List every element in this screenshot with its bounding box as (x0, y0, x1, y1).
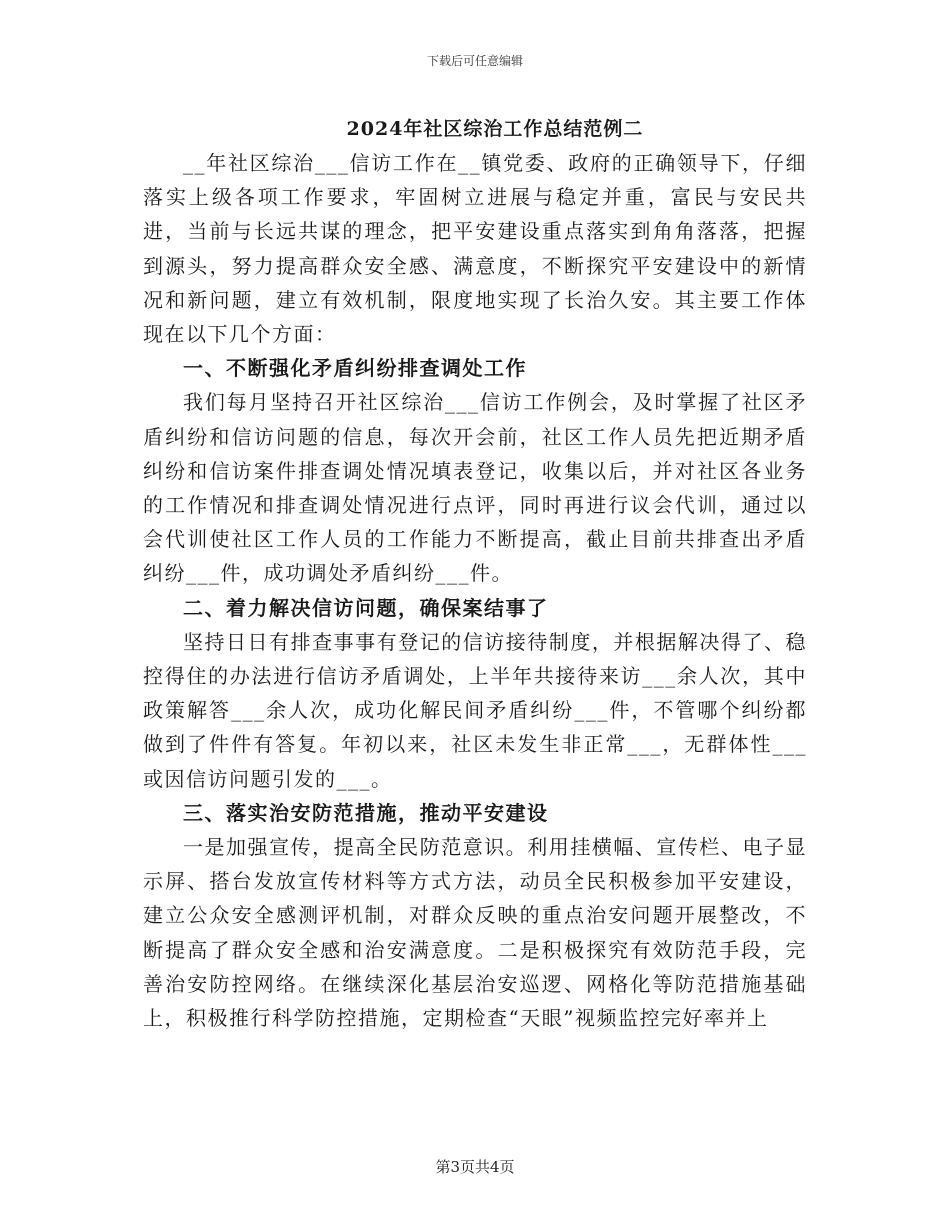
page-header: 下载后可任意编辑 (426, 54, 523, 68)
document-title: 2024年社区综治工作总结范例二 (346, 118, 644, 140)
document-body (143, 112, 807, 1035)
section-3-heading: 三、落实治安防范措施，推动平安建设 (183, 800, 549, 825)
section-3-paragraph: 一是加强宣传，提高全民防范意识。利用挂横幅、宣传栏、电子显示屏、搭台发放宣传材料等方式方法，动员全民积极参加平安建设，建立公众安全感测评机制，对群众反映的重点治安问题开展整改，不断提高了群众安全感和治安满意度。二是积极探究有效防范手段，完善治安防控网络。在继续深化基层治安巡逻、网格化等防范措施基础上，积极推行科学防控措施，定期检查“天眼”视频监控完好率并上 (143, 835, 807, 1031)
intro-paragraph: __年社区综治___信访工作在__镇党委、政府的正确领导下，仔细落实上级各项工作要求，牢固树立进展与稳定并重，富民与安民共进，当前与长远共谋的理念，把平安建设重点落实到角角落落，把握到源头，努力提高群众安全感、满意度，不断探究平安建设中的新情况和新问题，建立有效机制，限度地实现了长治久安。其主要工作体现在以下几个方面： (143, 151, 807, 347)
section-1-paragraph: 我们每月坚持召开社区综治___信访工作例会，及时掌握了社区矛盾纠纷和信访问题的信息，每次开会前，社区工作人员先把近期矛盾纠纷和信访案件排查调处情况填表登记，收集以后，并对社区各业务的工作情况和排查调处情况进行点评，同时再进行议会代训，通过以会代训使社区工作人员的工作能力不断提高，截止目前共排查出矛盾纠纷___件，成功调处矛盾纠纷___件。 (143, 390, 807, 586)
section-2-paragraph: 坚持日日有排查事事有登记的信访接待制度，并根据解决得了、稳控得住的办法进行信访矛盾调处，上半年共接待来访___余人次，其中政策解答___余人次，成功化解民间矛盾纠纷___件，不管哪个纠纷都做到了件件有答复。年初以来，社区未发生非正常___，无群体性___或因信访问题引发的___。 (143, 629, 807, 791)
section-2-heading: 二、着力解决信访问题，确保案结事了 (183, 595, 549, 620)
page-footer: 第3页共4页 (435, 1158, 515, 1176)
section-1-heading: 一、不断强化矛盾纠纷排查调处工作 (183, 356, 527, 381)
